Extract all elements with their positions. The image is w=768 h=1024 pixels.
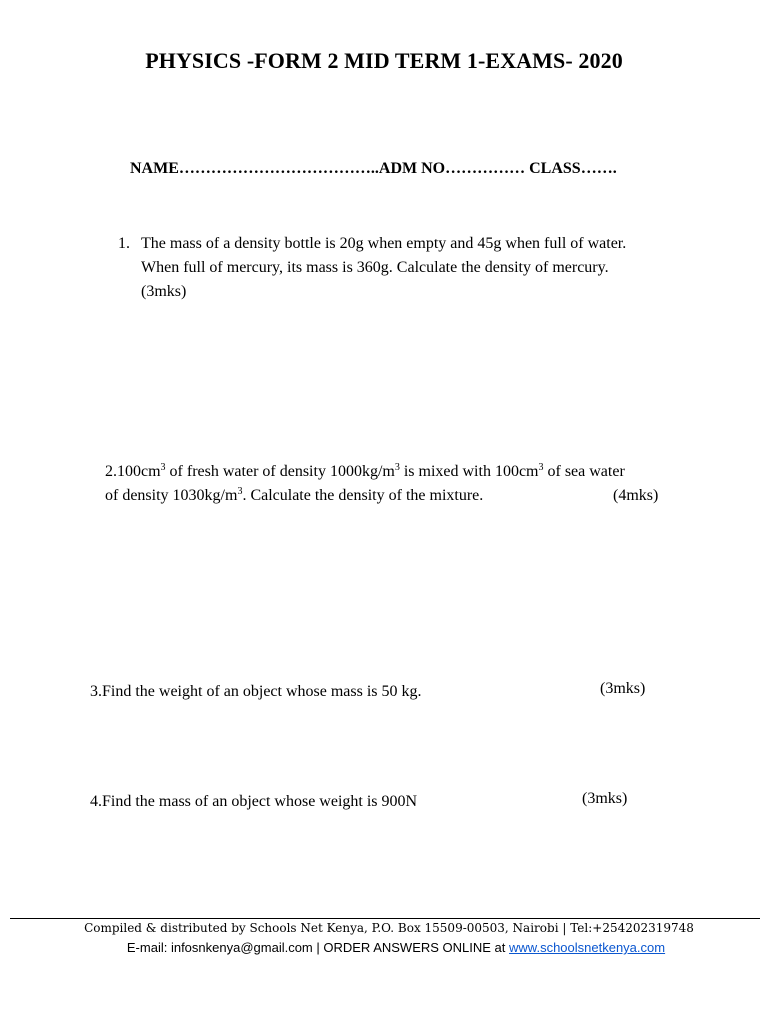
question-1-line-1: The mass of a density bottle is 20g when empty and 45g when full of water.: [141, 235, 627, 252]
adm-no-blank: ……………: [445, 160, 530, 177]
question-4-marks: (3mks): [582, 790, 628, 807]
website-link[interactable]: www.schoolsnetkenya.com: [509, 940, 666, 955]
question-2-line-2: [105, 484, 625, 508]
question-2-marks: (4mks): [613, 487, 659, 504]
question-2-text: of fresh water of density 1000kg/m: [165, 463, 395, 480]
question-2-text: of sea water: [543, 463, 625, 480]
question-4: 4.Find the mass of an object whose weight is 900N: [90, 793, 418, 810]
footer-line-2: [0, 940, 768, 955]
question-1: [141, 232, 626, 304]
adm-no-label: ADM NO: [378, 160, 446, 177]
question-2-text: is mixed with 100cm: [399, 463, 539, 480]
footer-email-text: E-mail: infosnkenya@gmail.com | ORDER ANSWERS ONLINE at: [126, 940, 510, 955]
question-2-line-1: [105, 460, 625, 484]
question-2-text: . Calculate the density of the mixture.: [242, 487, 484, 504]
question-2-text: of density 1030kg/m: [105, 487, 238, 504]
footer-line-1: Compiled & distributed by Schools Net Kenya, P.O. Box 15509-00503, Nairobi | Tel:+254202319748: [84, 921, 694, 935]
name-blank: ………………………………..: [178, 160, 379, 177]
superscript: 3: [160, 462, 166, 473]
superscript: 3: [538, 462, 544, 473]
question-3: 3.Find the weight of an object whose mass is 50 kg.: [90, 683, 422, 700]
class-label: CLASS: [529, 160, 581, 177]
page-title: PHYSICS -FORM 2 MID TERM 1-EXAMS- 2020: [145, 48, 623, 73]
question-3-marks: (3mks): [600, 680, 646, 697]
name-label: NAME: [130, 160, 179, 177]
question-1-marks: (3mks): [141, 283, 187, 300]
question-1-number: 1.: [118, 235, 130, 252]
question-1-line-2: When full of mercury, its mass is 360g. Calculate the density of mercury.: [141, 259, 609, 276]
superscript: 3: [394, 462, 400, 473]
class-blank: …….: [580, 160, 617, 177]
footer-divider: [10, 918, 760, 919]
superscript: 3: [237, 486, 243, 497]
student-details-row: [130, 160, 617, 178]
question-2: [105, 460, 659, 508]
question-2-text: 2.100cm: [105, 463, 161, 480]
